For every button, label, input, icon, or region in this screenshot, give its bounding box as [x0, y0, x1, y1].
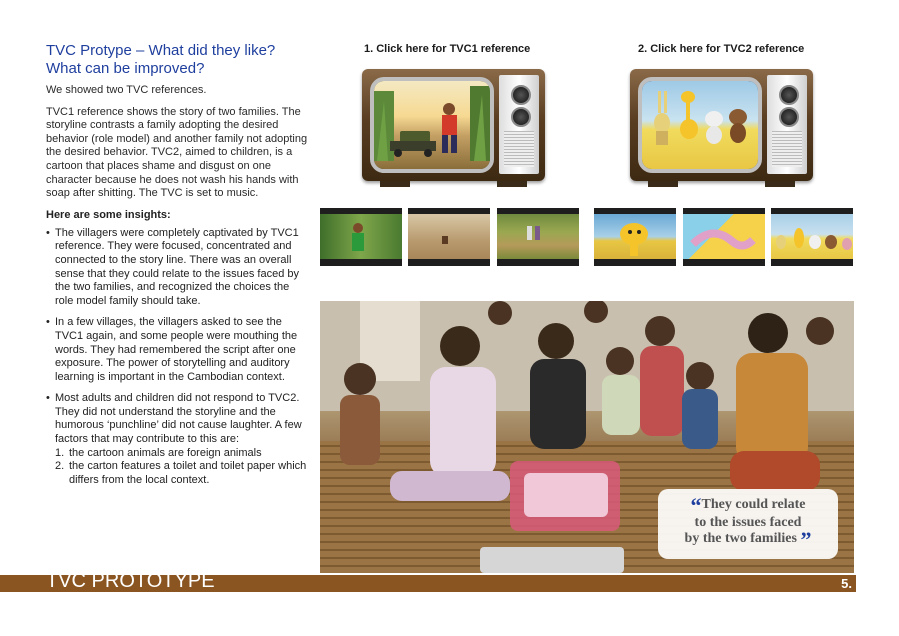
page-number: 5. [841, 576, 852, 591]
thumbnail-image [771, 214, 853, 259]
pull-quote [658, 489, 838, 559]
tvc2-video-player[interactable] [630, 69, 813, 187]
left-column [46, 42, 308, 495]
tvc1-video-player[interactable] [362, 69, 545, 187]
tv-speaker-grille [504, 131, 534, 167]
tv-knob-icon [779, 107, 799, 127]
quote-line: They could relate [701, 497, 806, 512]
thumbnail-image [594, 214, 676, 259]
insights-list [46, 227, 308, 488]
thumbnail-image [683, 214, 765, 259]
tv-cabinet [630, 69, 813, 181]
tvc2-thumbnail[interactable] [594, 208, 676, 266]
tv-knob-icon [779, 85, 799, 105]
tvc1-scene-image [374, 81, 490, 169]
tvc2-thumbnail[interactable] [771, 208, 853, 266]
close-quote-mark: ” [800, 527, 812, 552]
thumbnail-image [320, 214, 402, 259]
tvc2-screen [638, 77, 762, 173]
insights-title: Here are some insights: [46, 208, 171, 221]
tvc1-reference-link[interactable]: 1. Click here for TVC1 reference [364, 43, 531, 55]
insight-item: • The villagers were completely captivated by TVC1 reference. They were focused, concentrated and connected to the story line. There was an overall sense that they could relate to the issues faced by the two families, and recognized the choices the role model family should take. [46, 227, 308, 309]
quote-line: to the issues faced [694, 514, 802, 530]
quote-line: by the two families [684, 531, 797, 546]
tv-knob-icon [511, 85, 531, 105]
tvc1-screen [370, 77, 494, 173]
footer-title: TVC PROTOTYPE [46, 570, 215, 592]
tv-speaker-grille [772, 131, 802, 167]
thumbnail-image [408, 214, 490, 259]
tv-control-panel [499, 75, 539, 174]
thumbnail-image [497, 214, 579, 259]
tv-cabinet [362, 69, 545, 181]
tvc1-thumbnail[interactable] [320, 208, 402, 266]
factor-list [55, 447, 308, 488]
insight-item: • Most adults and children did not respond to TVC2. They did not understand the storyline and the humorous ‘punchline’ did not cause laughter. A few factors that may contribute to this are: 1. the cartoon animals are foreign animals 2. the carton features a toilet and toilet paper which differs from the local context. [46, 392, 308, 487]
tvc2-reference-link[interactable]: 2. Click here for TVC2 reference [638, 43, 805, 55]
insight-item: • In a few villages, the villagers asked to see the TVC1 again, and some people were mouthing the words. They had remembered the script after one exposure. The power of storytelling and auditory learning is important in the Cambodian context. [46, 316, 308, 384]
tvc2-cartoon-image [642, 81, 758, 169]
tvc1-thumbnail[interactable] [497, 208, 579, 266]
factor-item: 2. the carton features a toilet and toilet paper which differs from the local context. [55, 460, 307, 486]
section-heading: TVC Protype – What did they like? What can be improved? [46, 42, 276, 77]
description-text: TVC1 reference shows the story of two families. The storyline contrasts a family adopting the desired behavior (role model) and another family not adopting the desired behavior. TVC2, aimed to children, is a cartoon that places shame and disgust on one character because he does not wash his hands with soap after shitting. The TVC is set to music. [46, 105, 308, 200]
open-quote-mark: “ [690, 493, 702, 518]
tv-control-panel [767, 75, 807, 174]
tv-knob-icon [511, 107, 531, 127]
footer-bar [0, 570, 856, 592]
intro-text: We showed two TVC references. [46, 84, 207, 96]
tvc1-thumbnail[interactable] [408, 208, 490, 266]
tvc2-thumbnail[interactable] [683, 208, 765, 266]
factor-item: 1. the cartoon animals are foreign animals [55, 446, 262, 459]
